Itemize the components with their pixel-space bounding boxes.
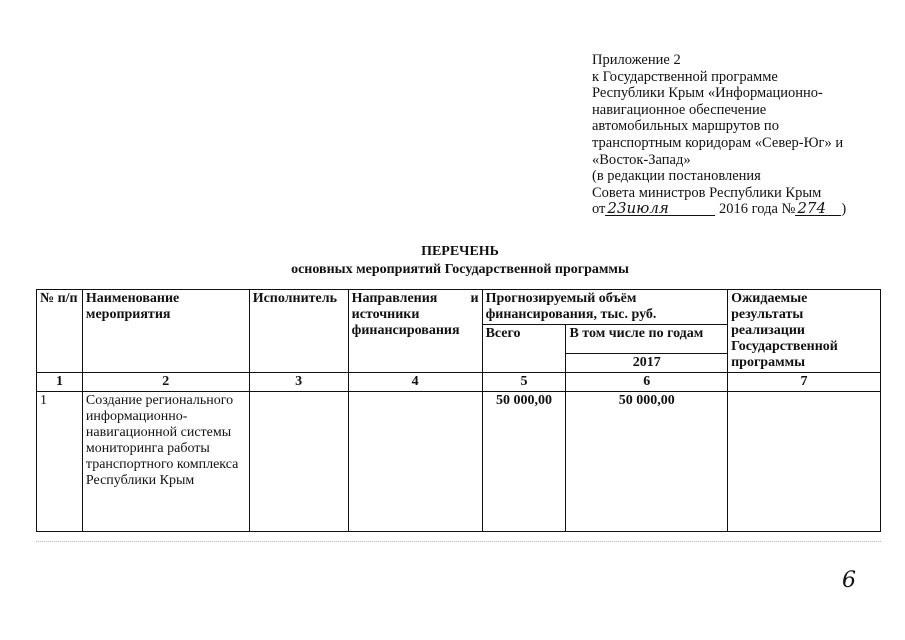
row-total: 50 000,00 [482,392,566,532]
appendix-line: Республики Крым «Информационно- [592,85,823,102]
handwritten-number: 274 [795,201,841,216]
appendix-block [592,52,892,218]
appendix-line: автомобильных маршрутов по [592,118,779,135]
row-2017: 50 000,00 [566,392,728,532]
appendix-line: транспортным коридорам «Север-Юг» и [592,134,844,151]
measures-table [36,289,881,532]
header-funding-b: и [470,291,479,306]
header-results: Ожидаемые результаты реализации Государственной программы [728,290,881,373]
column-number: 5 [482,373,566,392]
header-funding-direction [348,290,482,373]
row-results [728,392,881,532]
header-funding-a: Направления [351,291,438,306]
page-number: 6 [842,568,856,593]
appendix-line: «Восток-Запад» [592,151,691,168]
column-number: 3 [249,373,348,392]
appendix-line: навигационное обеспечение [592,101,767,118]
header-funding-c: источники финансирования [351,307,460,338]
header-forecast: Прогнозируемый объём финансирования, тыс. руб. [482,290,728,325]
column-number: 7 [728,373,881,392]
column-number: 1 [37,373,83,392]
appendix-line: Приложение 2 [592,52,681,68]
header-total: Всего [482,325,566,373]
closing-paren: ) [841,201,847,218]
column-number: 6 [566,373,728,392]
appendix-line: Совета министров Республики Крым [592,184,822,201]
appendix-line: (в редакции постановления [592,168,761,185]
header-executor: Исполнитель [249,290,348,373]
appendix-date-line [592,201,892,218]
header-name: Наименование мероприятия [82,290,249,373]
year-text: 2016 года № [719,201,796,218]
header-by-years: В том числе по годам [566,325,728,354]
row-name: Создание регионального информационно-навигационной системы мониторинга работы транспортного комплекса Республики Крым [82,392,249,532]
row-num: 1 [37,392,83,532]
header-row [37,290,881,325]
handwritten-date: 23июля [605,201,715,216]
document-title: ПЕРЕЧЕНЬ [421,244,499,259]
page-divider [36,541,881,543]
date-prefix: от [592,201,606,218]
column-number: 2 [82,373,249,392]
appendix-line: к Государственной программе [592,68,778,85]
document-subtitle: основных мероприятий Государственной программы [291,262,629,277]
table-row [37,392,881,532]
header-num: № п/п [37,290,83,373]
row-executor [249,392,348,532]
column-number-row [37,373,881,392]
row-funding [348,392,482,532]
column-number: 4 [348,373,482,392]
header-year: 2017 [566,354,728,373]
